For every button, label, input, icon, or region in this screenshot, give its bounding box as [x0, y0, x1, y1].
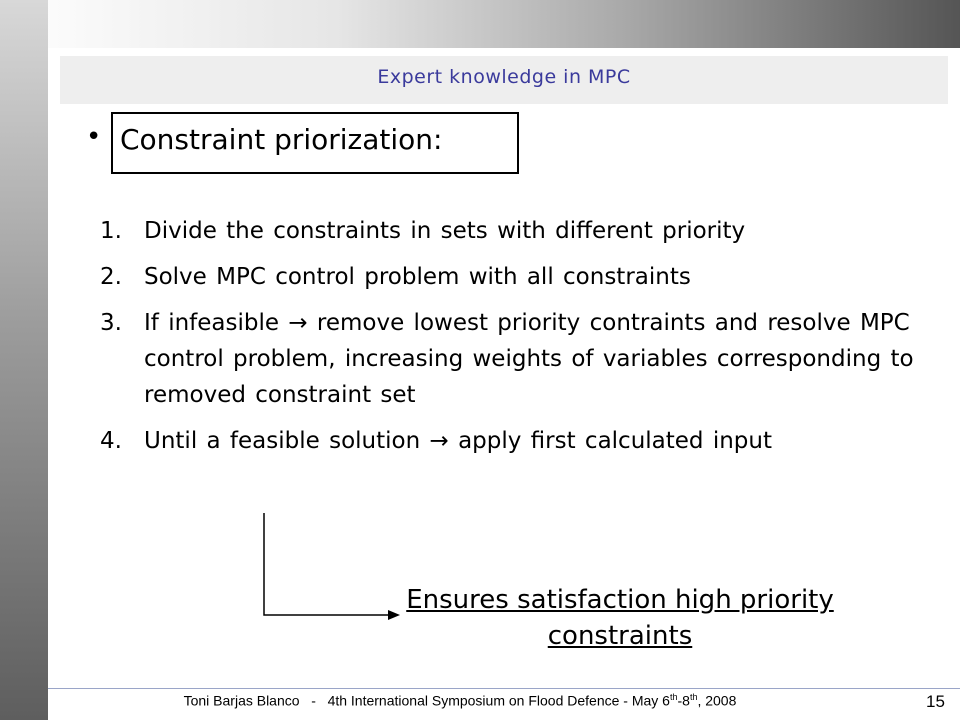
list-item: [100, 423, 940, 459]
heading-box: [111, 112, 519, 174]
list-item-number: 3.: [100, 310, 122, 336]
bullet-dot: •: [86, 122, 102, 152]
conclusion-text: Ensures satisfaction high priority constraints: [406, 585, 834, 651]
list-item-text: Until a feasible solution → apply first calculated input: [144, 428, 773, 454]
list-item: [100, 259, 940, 295]
footer-separator: -: [311, 692, 316, 709]
footer-rule: [48, 688, 960, 689]
list-item-number: 4.: [100, 428, 122, 454]
footer-year: , 2008: [697, 692, 737, 709]
elbow-arrow-icon: [255, 505, 405, 630]
footer-sup-th: th: [669, 692, 678, 702]
list-item-number: 1.: [100, 218, 122, 244]
steps-list: [100, 213, 940, 469]
page-number: 15: [926, 692, 945, 711]
list-item: [100, 305, 940, 413]
slide-title: Expert knowledge in MPC: [377, 66, 631, 88]
list-item-text: Divide the constraints in sets with different priority: [144, 218, 746, 244]
footer-text: [100, 692, 820, 709]
footer-dash: -8: [677, 692, 690, 709]
list-item: [100, 213, 940, 249]
footer-event: 4th International Symposium on Flood Defence - May 6: [327, 692, 670, 709]
list-item-number: 2.: [100, 264, 122, 290]
left-gradient-strip: [0, 0, 48, 720]
list-item-text: If infeasible → remove lowest priority contraints and resolve MPC control problem, increasing weights of variables corresponding to removed constraint set: [144, 310, 914, 408]
list-item-text: Solve MPC control problem with all constraints: [144, 264, 691, 290]
footer-sup-th-2: th: [689, 692, 698, 702]
heading-text: Constraint priorization:: [120, 123, 443, 156]
footer-author: Toni Barjas Blanco: [183, 692, 300, 709]
header-gradient: [0, 0, 960, 48]
